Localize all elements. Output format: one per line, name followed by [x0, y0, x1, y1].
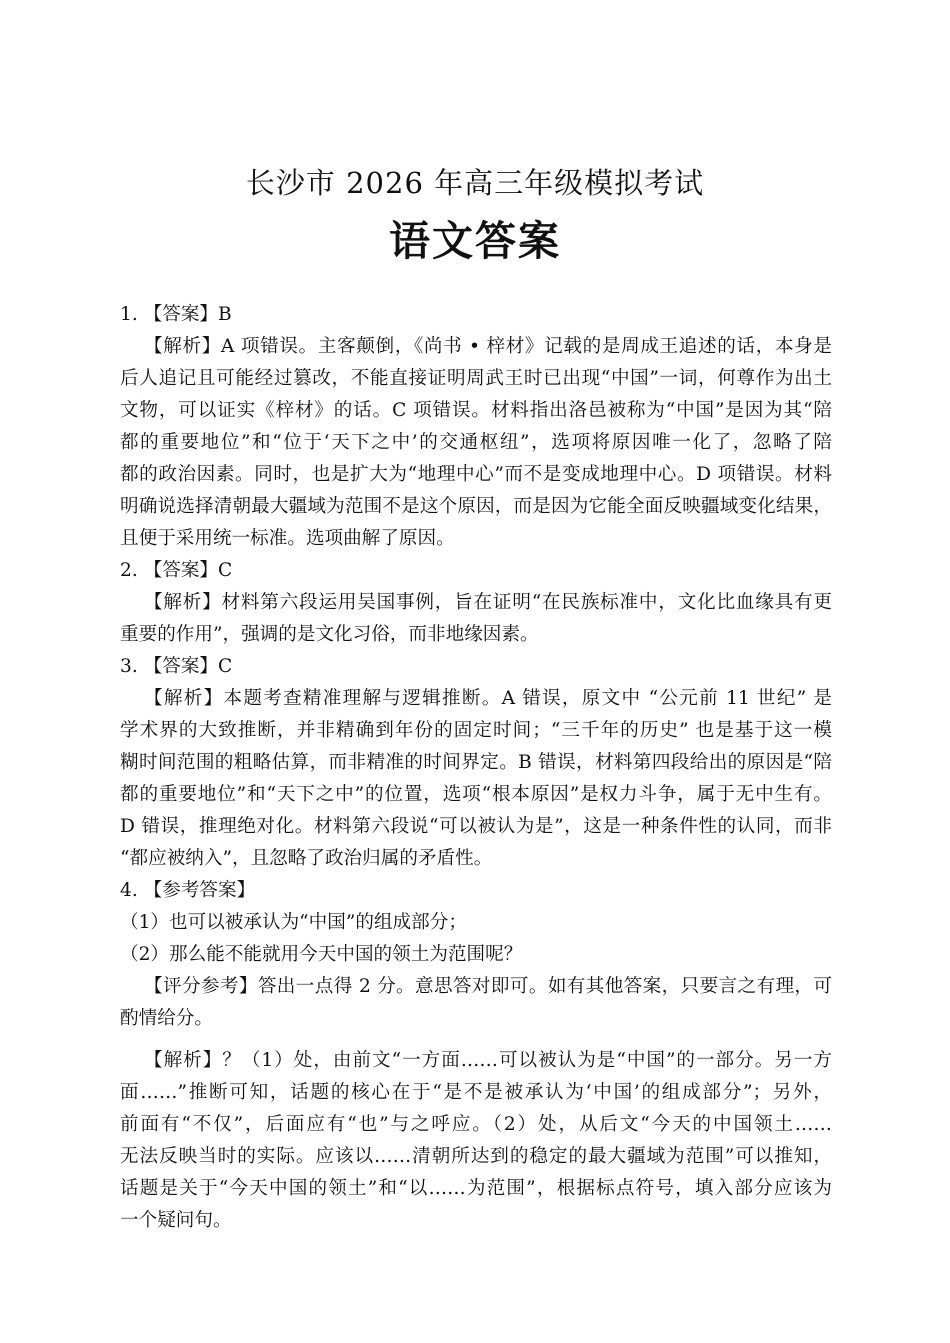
q4-scoring-line: 【评分参考】答出一点得 2 分。意思答对即可。如有其他答案，只要言之有理，可	[144, 976, 832, 997]
q4-analysis-line: 面……”推断可知，话题的核心在于“是不是被承认为‘中国’的组成部分”；另外，	[120, 1082, 832, 1103]
q3-analysis-line: 【解析】本题考查精准理解与逻辑推断。A 错误，原文中 “公元前 11 世纪” 是	[144, 688, 832, 709]
q2-answer: 2. 【答案】C	[120, 560, 233, 581]
q3-analysis-line: D 错误，推理绝对化。材料第六段说“可以被认为是”，这是一种条件性的认同，而非	[120, 816, 832, 837]
q1-analysis-line: 都的政治因素。同时，也是扩大为“地理中心”而不是变成地理中心。D 项错误。材料	[120, 464, 832, 485]
q1-analysis-line: 【解析】A 项错误。主客颠倒，《尚书 • 梓材》记载的是周成王追述的话，本身是	[144, 336, 832, 357]
q3-analysis-line: “都应被纳入”，且忽略了政治归属的矛盾性。	[120, 848, 493, 869]
q1-analysis-line: 且便于采用统一标准。选项曲解了原因。	[120, 528, 455, 549]
q1-analysis-line: 明确说选择清朝最大疆域为范围不是这个原因，而是因为它能全面反映疆域变化结果，	[120, 496, 832, 517]
q4-analysis-line: 话题是关于“今天中国的领土”和“以……为范围”，根据标点符号，填入部分应该为	[120, 1178, 832, 1199]
q4-scoring-line: 酌情给分。	[120, 1008, 213, 1029]
q3-analysis-line: 学术界的大致推断，并非精确到年份的固定时间；“三千年的历史” 也是基于这一模	[120, 720, 832, 741]
q3-answer: 3. 【答案】C	[120, 656, 233, 677]
q4-reference-answer: 4. 【参考答案】	[120, 880, 256, 901]
q1-analysis-line: 都的重要地位”和“位于‘天下之中’的交通枢纽”，选项将原因唯一化了，忽略了陪	[120, 432, 832, 453]
q2-analysis-line: 重要的作用”，强调的是文化习俗，而非地缘因素。	[120, 624, 539, 645]
q1-answer: 1. 【答案】B	[120, 304, 232, 325]
q4-analysis-line: 一个疑问句。	[120, 1210, 232, 1231]
exam-title: 长沙市 2026 年高三年级模拟考试	[245, 166, 705, 200]
q3-analysis-line: 糊时间范围的粗略估算，而非精准的时间界定。B 错误，材料第四段给出的原因是“陪	[120, 752, 832, 773]
q4-answer-item: （2）那么能不能就用今天中国的领土为范围呢？	[120, 944, 523, 965]
q3-analysis-line: 都的重要地位”和“天下之中”的位置，选项“根本原因”是权力斗争，属于无中生有。	[120, 784, 832, 805]
q4-analysis-line: 无法反映当时的实际。应该以……清朝所达到的稳定的最大疆域为范围”可以推知，	[120, 1146, 832, 1167]
q4-analysis-line: 前面有“不仅”，后面应有“也”与之呼应。（2）处，从后文“今天的中国领土……	[120, 1114, 832, 1135]
q4-analysis-line: 【解析】？（1）处，由前文“一方面……可以被认为是“中国”的一部分。另一方	[144, 1050, 832, 1071]
q4-answer-item: （1）也可以被承认为“中国”的组成部分；	[120, 912, 467, 933]
q1-analysis-line: 后人追记且可能经过篡改，不能直接证明周武王时已出现“中国”一词，何尊作为出土	[120, 368, 832, 389]
q1-analysis-line: 文物，可以证实《梓材》的话。C 项错误。材料指出洛邑被称为“中国”是因为其“陪	[120, 400, 832, 421]
document-subtitle: 语文答案	[389, 217, 561, 265]
answer-body	[120, 299, 832, 1237]
q2-analysis-line: 【解析】材料第六段运用吴国事例，旨在证明“在民族标准中，文化比血缘具有更	[144, 592, 832, 613]
